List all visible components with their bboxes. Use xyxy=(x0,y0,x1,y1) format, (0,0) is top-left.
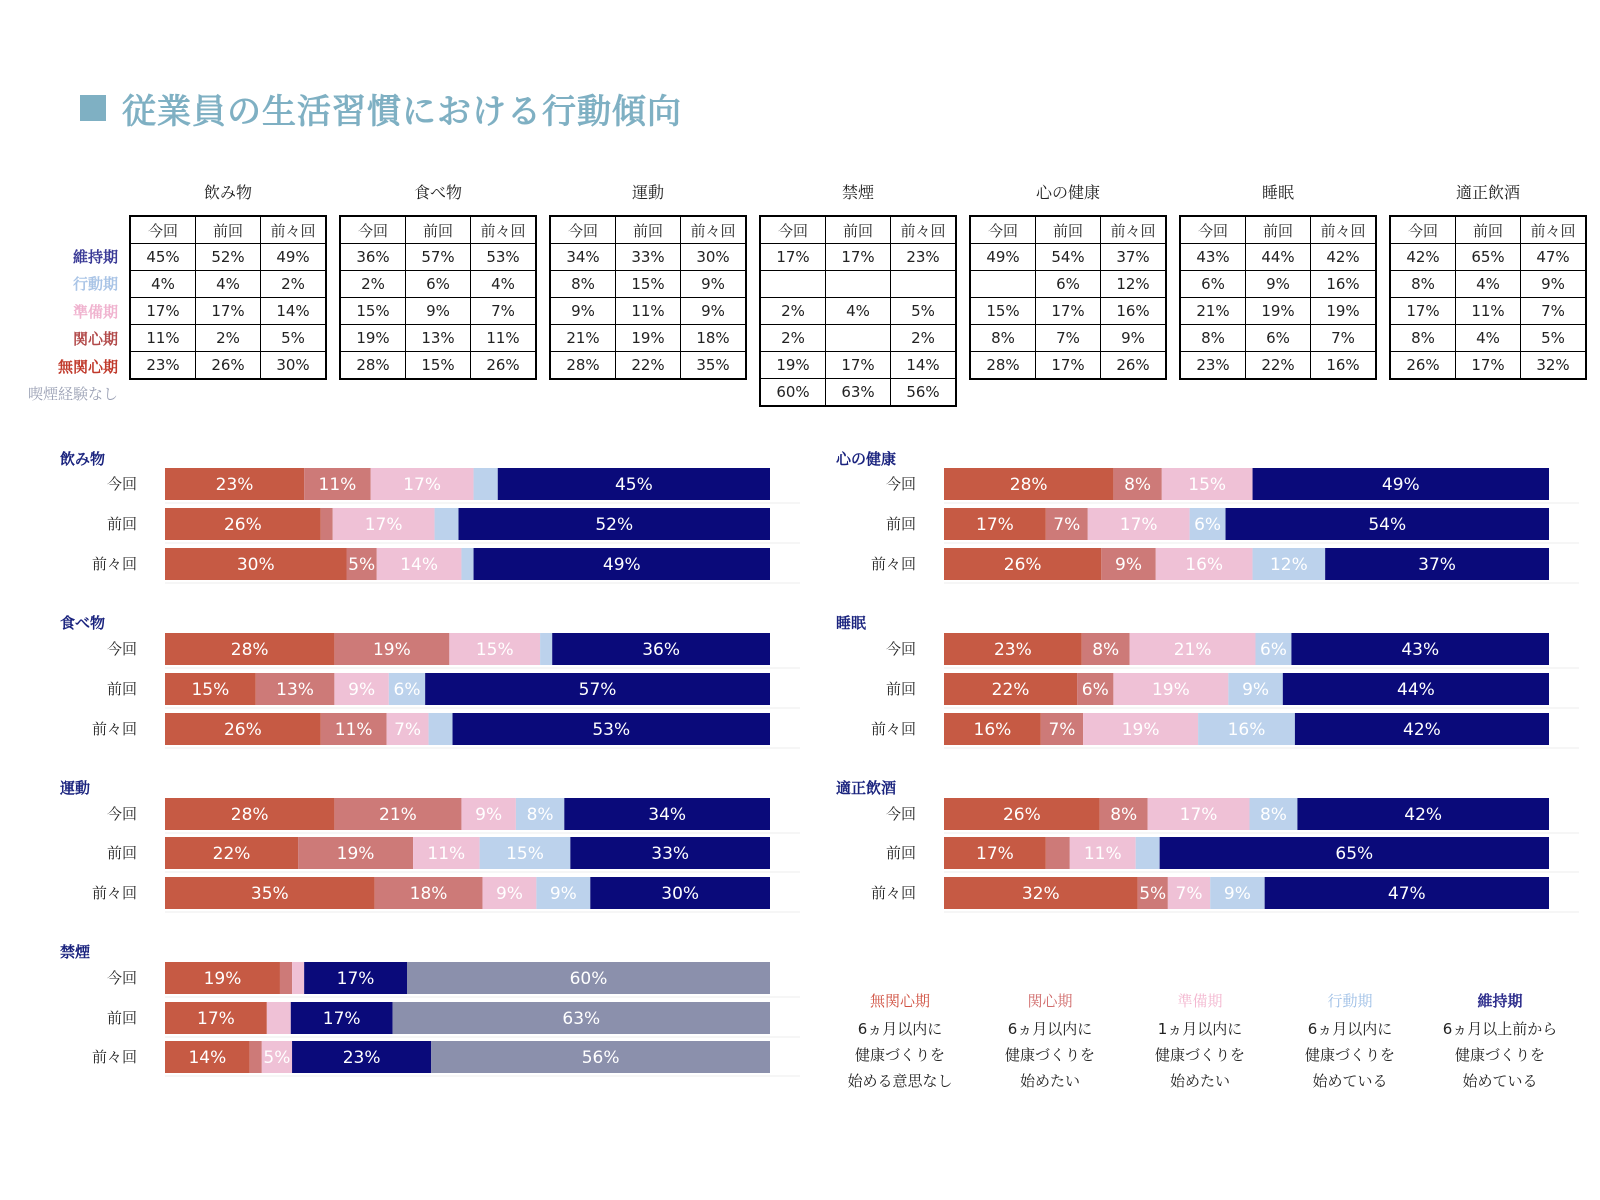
chart-category-label: 前々回 xyxy=(91,884,137,902)
table-cell: 26% xyxy=(1101,352,1166,379)
table-cell: 60% xyxy=(761,379,826,406)
bar-data-label: 28% xyxy=(1009,475,1048,495)
table-cell: 2% xyxy=(891,325,956,352)
legend-description: 健康づくりを xyxy=(1154,1046,1246,1064)
bar-segment xyxy=(250,1041,262,1073)
bar-data-label: 14% xyxy=(188,1048,227,1068)
table-cell: 17% xyxy=(761,244,826,271)
bar-data-label: 7% xyxy=(394,720,422,740)
bar-data-label: 11% xyxy=(334,720,373,740)
table-cell: 13% xyxy=(406,325,471,352)
table-cell: 8% xyxy=(971,325,1036,352)
legend-description: 6ヵ月以上前から xyxy=(1442,1020,1558,1038)
table-cell: 6% xyxy=(1036,271,1101,298)
table-cell: 4% xyxy=(826,298,891,325)
bar-data-label: 11% xyxy=(1083,844,1122,864)
chart-panel xyxy=(836,450,1579,583)
bar-data-label: 14% xyxy=(400,555,438,575)
stage-label: 行動期 xyxy=(72,275,118,294)
table-cell: 7% xyxy=(1521,298,1586,325)
bar-data-label: 47% xyxy=(1387,884,1426,904)
bar-data-label: 21% xyxy=(1173,640,1212,660)
table-cell: 49% xyxy=(971,244,1036,271)
bar-data-label: 19% xyxy=(203,969,242,989)
table-cell: 28% xyxy=(971,352,1036,379)
table-cell: 8% xyxy=(1391,325,1456,352)
bar-data-label: 18% xyxy=(409,884,448,904)
table-cell: 45% xyxy=(131,244,196,271)
bar-segment xyxy=(267,1002,291,1034)
bar-data-label: 43% xyxy=(1401,640,1440,660)
legend-label: 維持期 xyxy=(1477,992,1523,1010)
bar-data-label: 17% xyxy=(976,515,1014,535)
column-header: 前々回 xyxy=(1521,217,1586,244)
column-header: 今回 xyxy=(551,217,616,244)
table-cell: 53% xyxy=(471,244,536,271)
bar-data-label: 63% xyxy=(562,1009,601,1029)
bar-segment xyxy=(1046,837,1070,869)
bar-data-label: 17% xyxy=(403,475,442,495)
chart-category-label: 前々回 xyxy=(870,884,916,902)
bar-data-label: 8% xyxy=(1124,475,1152,495)
chart-title: 睡眠 xyxy=(836,614,867,632)
legend-description: 始める意思なし xyxy=(847,1072,953,1090)
bar-segment xyxy=(429,713,453,745)
bar-data-label: 16% xyxy=(1185,555,1224,575)
bar-data-label: 22% xyxy=(212,844,251,864)
table-cell: 23% xyxy=(131,352,196,379)
bar-data-label: 9% xyxy=(348,680,376,700)
table-cell: 26% xyxy=(1391,352,1456,379)
table-cell: 2% xyxy=(761,298,826,325)
bar-data-label: 52% xyxy=(595,515,634,535)
legend-description: 6ヵ月以内に xyxy=(857,1020,943,1038)
bar-data-label: 17% xyxy=(197,1009,235,1029)
table-cell: 37% xyxy=(1101,244,1166,271)
table-cell: 17% xyxy=(131,298,196,325)
table-cell: 8% xyxy=(1391,271,1456,298)
bar-data-label: 30% xyxy=(236,555,275,575)
bar-segment xyxy=(461,548,473,580)
bar-data-label: 6% xyxy=(393,680,421,700)
bar-data-label: 53% xyxy=(592,720,631,740)
table-cell: 26% xyxy=(471,352,536,379)
table-cell: 2% xyxy=(341,271,406,298)
table-cell: 34% xyxy=(551,244,616,271)
legend-description: 始めている xyxy=(1312,1072,1388,1090)
table-cell: 11% xyxy=(131,325,196,352)
bar-data-label: 5% xyxy=(263,1048,291,1068)
table-cell: 32% xyxy=(1521,352,1586,379)
table-category-title: 禁煙 xyxy=(841,183,874,202)
table-category-title: 運動 xyxy=(631,183,664,202)
chart-title: 禁煙 xyxy=(60,943,91,961)
chart-panel xyxy=(60,943,800,1076)
bar-data-label: 19% xyxy=(1151,680,1190,700)
table-cell: 15% xyxy=(971,298,1036,325)
table-cell: 42% xyxy=(1391,244,1456,271)
table-cell: 57% xyxy=(406,244,471,271)
bar-data-label: 13% xyxy=(276,680,314,700)
bar-data-label: 6% xyxy=(1081,680,1109,700)
chart-panel xyxy=(836,614,1579,748)
bar-data-label: 8% xyxy=(1259,805,1287,825)
bar-data-label: 17% xyxy=(364,515,403,535)
chart-category-label: 前回 xyxy=(885,515,916,533)
legend-description: 健康づくりを xyxy=(1004,1046,1096,1064)
stage-label: 準備期 xyxy=(72,302,118,321)
table-cell: 6% xyxy=(406,271,471,298)
bar-data-label: 9% xyxy=(1115,555,1143,575)
table-cell: 9% xyxy=(1101,325,1166,352)
table-cell: 22% xyxy=(1246,352,1311,379)
bar-data-label: 8% xyxy=(1110,805,1138,825)
table-cell: 21% xyxy=(551,325,616,352)
table-cell: 63% xyxy=(826,379,891,406)
table-cell: 16% xyxy=(1311,271,1376,298)
bar-data-label: 19% xyxy=(372,640,411,660)
table-cell: 65% xyxy=(1456,244,1521,271)
table-cell: 19% xyxy=(1311,298,1376,325)
column-header: 今回 xyxy=(971,217,1036,244)
table-cell: 43% xyxy=(1181,244,1246,271)
column-header: 前々回 xyxy=(261,217,326,244)
column-header: 前々回 xyxy=(471,217,536,244)
table-cell: 5% xyxy=(1521,325,1586,352)
bar-data-label: 5% xyxy=(348,555,376,575)
bar-data-label: 44% xyxy=(1397,680,1435,700)
legend-description: 健康づくりを xyxy=(1454,1046,1546,1064)
chart-title: 適正飲酒 xyxy=(836,779,897,797)
table-cell: 18% xyxy=(681,325,746,352)
table-cell: 4% xyxy=(471,271,536,298)
bar-data-label: 65% xyxy=(1335,844,1374,864)
bar-data-label: 54% xyxy=(1368,515,1407,535)
chart-title: 運動 xyxy=(60,779,91,797)
column-header: 前回 xyxy=(826,217,891,244)
table-cell: 16% xyxy=(1101,298,1166,325)
chart-category-label: 今回 xyxy=(885,475,916,493)
chart-category-label: 前々回 xyxy=(870,720,916,738)
bar-data-label: 37% xyxy=(1418,555,1456,575)
bar-segment xyxy=(321,508,333,540)
legend-description: 6ヵ月以内に xyxy=(1307,1020,1393,1038)
table-cell: 9% xyxy=(681,298,746,325)
table-cell: 19% xyxy=(616,325,681,352)
table-category-title: 食べ物 xyxy=(413,183,462,202)
legend-description: 始めたい xyxy=(1169,1072,1231,1090)
table-cell: 52% xyxy=(196,244,261,271)
table-cell: 2% xyxy=(761,325,826,352)
table-cell: 7% xyxy=(471,298,536,325)
chart-category-label: 前回 xyxy=(106,844,137,862)
chart-category-label: 今回 xyxy=(106,805,137,823)
table-category-title: 適正飲酒 xyxy=(1455,183,1520,202)
table-cell: 9% xyxy=(551,298,616,325)
bar-data-label: 21% xyxy=(379,805,417,825)
chart-category-label: 今回 xyxy=(885,805,916,823)
column-header: 今回 xyxy=(131,217,196,244)
bar-data-label: 9% xyxy=(1223,884,1251,904)
chart-category-label: 前回 xyxy=(106,515,137,533)
bar-data-label: 9% xyxy=(475,805,503,825)
table-cell: 9% xyxy=(1521,271,1586,298)
bar-data-label: 28% xyxy=(230,805,269,825)
bar-data-label: 26% xyxy=(1002,805,1041,825)
bar-data-label: 42% xyxy=(1404,805,1443,825)
table-cell: 11% xyxy=(1456,298,1521,325)
table-cell: 4% xyxy=(1456,271,1521,298)
stage-label: 関心期 xyxy=(72,330,118,349)
table-cell: 19% xyxy=(1246,298,1311,325)
table-cell: 5% xyxy=(891,298,956,325)
column-header: 前回 xyxy=(1456,217,1521,244)
table-category-title: 心の健康 xyxy=(1035,183,1100,202)
table-cell: 44% xyxy=(1246,244,1311,271)
chart-category-label: 前々回 xyxy=(91,1048,137,1066)
table-cell: 8% xyxy=(1181,325,1246,352)
bar-data-label: 33% xyxy=(651,844,690,864)
column-header: 今回 xyxy=(341,217,406,244)
table-cell: 49% xyxy=(261,244,326,271)
table-cell: 15% xyxy=(341,298,406,325)
chart-category-label: 今回 xyxy=(106,640,137,658)
legend-label: 関心期 xyxy=(1027,992,1073,1010)
bar-data-label: 23% xyxy=(993,640,1032,660)
table-cell: 17% xyxy=(1036,352,1101,379)
table-cell: 14% xyxy=(261,298,326,325)
table-cell: 17% xyxy=(1036,298,1101,325)
chart-category-label: 今回 xyxy=(106,969,137,987)
legend-description: 始めている xyxy=(1462,1072,1538,1090)
bar-segment xyxy=(540,633,552,665)
table-cell: 56% xyxy=(891,379,956,406)
table-cell: 15% xyxy=(406,352,471,379)
page-title: 従業員の生活習慣における行動傾向 xyxy=(122,91,682,132)
column-header: 前回 xyxy=(616,217,681,244)
chart-title: 飲み物 xyxy=(60,450,106,468)
chart-category-label: 前々回 xyxy=(91,720,137,738)
bar-data-label: 26% xyxy=(223,720,262,740)
bar-data-label: 8% xyxy=(526,805,554,825)
bar-data-label: 49% xyxy=(1381,475,1420,495)
legend-label: 行動期 xyxy=(1327,992,1373,1010)
legend-description: 6ヵ月以内に xyxy=(1007,1020,1093,1038)
bar-data-label: 17% xyxy=(1119,515,1158,535)
table-cell: 36% xyxy=(341,244,406,271)
chart-category-label: 前回 xyxy=(885,680,916,698)
bar-data-label: 15% xyxy=(506,844,544,864)
bar-data-label: 26% xyxy=(223,515,262,535)
bar-data-label: 11% xyxy=(427,844,466,864)
bar-data-label: 8% xyxy=(1092,640,1120,660)
chart-category-label: 前回 xyxy=(106,680,137,698)
legend-description: 始めたい xyxy=(1019,1072,1081,1090)
bar-data-label: 60% xyxy=(569,969,608,989)
bar-data-label: 34% xyxy=(648,805,687,825)
chart-category-label: 前々回 xyxy=(91,555,137,573)
table-cell: 11% xyxy=(616,298,681,325)
chart-category-label: 今回 xyxy=(885,640,916,658)
table-cell: 16% xyxy=(1311,352,1376,379)
bar-data-label: 26% xyxy=(1003,555,1042,575)
bar-data-label: 36% xyxy=(642,640,680,660)
table-cell: 5% xyxy=(261,325,326,352)
bar-segment xyxy=(1136,837,1160,869)
chart-panel xyxy=(836,779,1579,912)
table-cell: 8% xyxy=(551,271,616,298)
bar-data-label: 7% xyxy=(1048,720,1076,740)
bar-data-label: 23% xyxy=(215,475,254,495)
bar-data-label: 15% xyxy=(1188,475,1227,495)
table-cell: 15% xyxy=(616,271,681,298)
bar-segment xyxy=(292,962,304,994)
bar-data-label: 12% xyxy=(1269,555,1308,575)
table-cell: 4% xyxy=(1456,325,1521,352)
column-header: 前々回 xyxy=(1311,217,1376,244)
bar-data-label: 6% xyxy=(1194,515,1222,535)
column-header: 前回 xyxy=(1246,217,1311,244)
bar-data-label: 16% xyxy=(1227,720,1266,740)
bar-data-label: 23% xyxy=(342,1048,381,1068)
stage-label: 無関心期 xyxy=(57,357,118,376)
column-header: 前回 xyxy=(1036,217,1101,244)
column-header: 前々回 xyxy=(681,217,746,244)
table-cell: 17% xyxy=(1456,352,1521,379)
bar-segment xyxy=(435,508,459,540)
bar-data-label: 17% xyxy=(336,969,375,989)
bar-segment xyxy=(280,962,292,994)
bar-data-label: 11% xyxy=(318,475,357,495)
bar-data-label: 9% xyxy=(1242,680,1270,700)
bar-data-label: 9% xyxy=(495,884,523,904)
table-cell: 26% xyxy=(196,352,261,379)
table-cell: 19% xyxy=(341,325,406,352)
chart-category-label: 前回 xyxy=(885,844,916,862)
table-cell: 17% xyxy=(826,352,891,379)
table-cell: 14% xyxy=(891,352,956,379)
table-cell: 22% xyxy=(616,352,681,379)
table-cell: 11% xyxy=(471,325,536,352)
stage-label: 維持期 xyxy=(72,248,118,266)
bar-data-label: 15% xyxy=(191,680,230,700)
bar-data-label: 5% xyxy=(1139,884,1167,904)
bar-data-label: 28% xyxy=(230,640,269,660)
table-cell: 17% xyxy=(196,298,261,325)
chart-title: 食べ物 xyxy=(60,614,106,632)
chart-panel xyxy=(59,779,800,912)
bar-data-label: 35% xyxy=(250,884,289,904)
bar-data-label: 15% xyxy=(475,640,514,660)
column-header: 今回 xyxy=(1181,217,1246,244)
legend-label: 無関心期 xyxy=(869,992,931,1010)
chart-title: 心の健康 xyxy=(836,450,897,468)
column-header: 前々回 xyxy=(891,217,956,244)
bar-data-label: 9% xyxy=(549,884,577,904)
table-cell: 35% xyxy=(681,352,746,379)
legend-description: 1ヵ月以内に xyxy=(1157,1020,1243,1038)
table-cell: 4% xyxy=(131,271,196,298)
column-header: 前回 xyxy=(406,217,471,244)
table-cell: 2% xyxy=(196,325,261,352)
table-cell: 30% xyxy=(681,244,746,271)
table-cell: 4% xyxy=(196,271,261,298)
table-cell: 54% xyxy=(1036,244,1101,271)
table-cell: 23% xyxy=(1181,352,1246,379)
bar-data-label: 49% xyxy=(602,555,641,575)
table-cell: 30% xyxy=(261,352,326,379)
column-header: 今回 xyxy=(1391,217,1456,244)
table-cell: 9% xyxy=(1246,271,1311,298)
table-cell: 17% xyxy=(826,244,891,271)
legend-description: 健康づくりを xyxy=(1304,1046,1396,1064)
table-cell: 23% xyxy=(891,244,956,271)
table-cell: 17% xyxy=(1391,298,1456,325)
legend-description: 健康づくりを xyxy=(854,1046,946,1064)
bar-data-label: 57% xyxy=(578,680,617,700)
stage-label: 喫煙経験なし xyxy=(27,385,118,403)
table-category-title: 睡眠 xyxy=(1261,183,1294,202)
chart-category-label: 今回 xyxy=(106,475,137,493)
table-cell: 9% xyxy=(406,298,471,325)
table-cell: 42% xyxy=(1311,244,1376,271)
bar-segment xyxy=(474,468,498,500)
bar-data-label: 45% xyxy=(614,475,653,495)
table-cell: 7% xyxy=(1036,325,1101,352)
bar-data-label: 30% xyxy=(661,884,700,904)
table-cell: 19% xyxy=(761,352,826,379)
chart-panel xyxy=(60,450,800,583)
bar-data-label: 6% xyxy=(1259,640,1287,660)
table-cell: 7% xyxy=(1311,325,1376,352)
bar-data-label: 17% xyxy=(1179,805,1218,825)
bar-data-label: 7% xyxy=(1175,884,1203,904)
column-header: 前回 xyxy=(196,217,261,244)
table-cell: 21% xyxy=(1181,298,1246,325)
bar-data-label: 42% xyxy=(1403,720,1441,740)
bar-data-label: 7% xyxy=(1053,515,1081,535)
bar-data-label: 17% xyxy=(976,844,1014,864)
legend-label: 準備期 xyxy=(1177,992,1223,1010)
chart-category-label: 前々回 xyxy=(870,555,916,573)
chart-panel xyxy=(60,614,800,748)
bar-data-label: 32% xyxy=(1021,884,1060,904)
chart-category-label: 前回 xyxy=(106,1009,137,1027)
bar-data-label: 16% xyxy=(973,720,1012,740)
bar-data-label: 19% xyxy=(336,844,375,864)
column-header: 前々回 xyxy=(1101,217,1166,244)
table-cell: 47% xyxy=(1521,244,1586,271)
column-header: 今回 xyxy=(761,217,826,244)
bar-data-label: 17% xyxy=(322,1009,361,1029)
bar-data-label: 19% xyxy=(1121,720,1160,740)
table-cell: 6% xyxy=(1181,271,1246,298)
table-cell: 2% xyxy=(261,271,326,298)
table-category-title: 飲み物 xyxy=(203,183,252,202)
bar-data-label: 22% xyxy=(991,680,1030,700)
table-cell: 6% xyxy=(1246,325,1311,352)
bar-data-label: 56% xyxy=(581,1048,620,1068)
table-cell: 12% xyxy=(1101,271,1166,298)
table-cell: 28% xyxy=(551,352,616,379)
table-cell: 33% xyxy=(616,244,681,271)
table-cell: 9% xyxy=(681,271,746,298)
table-cell: 28% xyxy=(341,352,406,379)
